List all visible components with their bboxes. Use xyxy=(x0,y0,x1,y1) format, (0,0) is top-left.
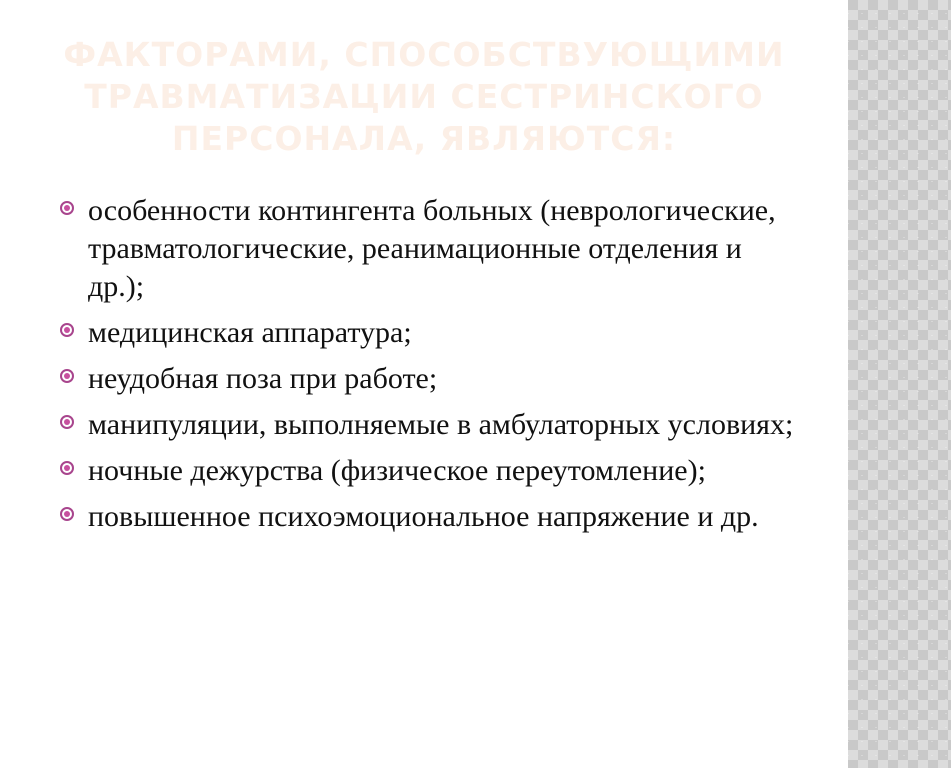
list-item-text: манипуляции, выполняемые в амбулаторных условиях; xyxy=(88,408,794,441)
list-item-text: неудобная поза при работе; xyxy=(88,362,438,395)
list-item xyxy=(60,452,800,490)
list-item-text: особенности контингента больных (неврологические, травматологические, реанимационные отделения и др.); xyxy=(88,194,776,303)
circle-bullet-icon xyxy=(60,369,74,383)
decorative-side-panel xyxy=(848,0,951,768)
list-item xyxy=(60,314,800,352)
list-item xyxy=(60,192,800,306)
bullet-list xyxy=(60,192,800,544)
circle-bullet-icon xyxy=(60,461,74,475)
list-item-text: медицинская аппаратура; xyxy=(88,316,412,349)
list-item-text: повышенное психоэмоциональное напряжение и др. xyxy=(88,500,759,533)
list-item xyxy=(60,498,800,536)
list-item xyxy=(60,406,800,444)
circle-bullet-icon xyxy=(60,323,74,337)
list-item-text: ночные дежурства (физическое переутомление); xyxy=(88,454,706,487)
slide-title: ФАКТОРАМИ, СПОСОБСТВУЮЩИМИ ТРАВМАТИЗАЦИИ СЕСТРИНСКОГО ПЕРСОНАЛА, ЯВЛЯЮТСЯ: xyxy=(63,35,785,158)
list-item xyxy=(60,360,800,398)
circle-bullet-icon xyxy=(60,507,74,521)
circle-bullet-icon xyxy=(60,415,74,429)
circle-bullet-icon xyxy=(60,201,74,215)
